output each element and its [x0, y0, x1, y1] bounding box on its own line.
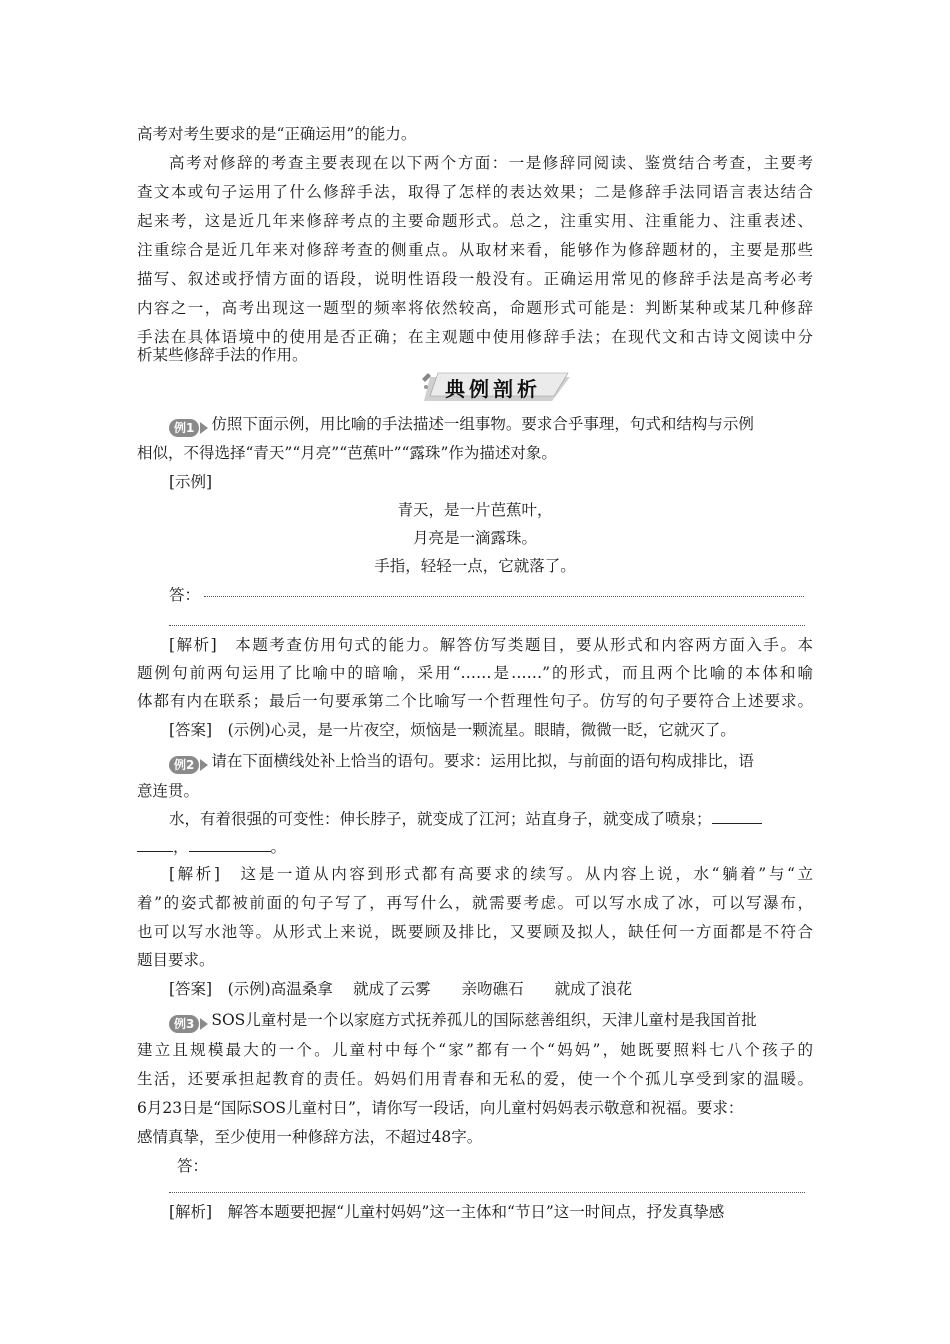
intro-line: 查文本或句子运用了什么修辞手法，取得了怎样的表达效果；二是修辞手法同语言表达结合: [137, 183, 813, 201]
intro-line: 高考对修辞的考查主要表现在以下两个方面：一是修辞同阅读、鉴赏结合考查，主要考: [169, 154, 813, 172]
ex1-question-line: 相似，不得选择“青天”“月亮”“芭蕉叶”“露珠”作为描述对象。: [137, 444, 557, 462]
ex2-question-line: 例2 请在下面横线处补上恰当的语句。要求：运用比拟，与前面的语句构成排比，语: [169, 751, 754, 775]
ex3-question-line: 生活，还要承担起教育的责任。妈妈们用青春和无私的爱，使一个个孤儿享受到家的温暖。: [137, 1070, 813, 1088]
ex2-analysis-line: [解析] 这是一道从内容到形式都有高要求的续写。从内容上说，水“躺着”与“立: [169, 865, 813, 883]
intro-line: 描写、叙述或抒情方面的语段，说明性语段一般没有。正确运用常见的修辞手法是高考必考: [137, 270, 813, 288]
ex3-analysis-line: [解析] 解答本题要把握“儿童村妈妈”这一主体和“节日”这一时间点，抒发真挚感: [169, 1203, 725, 1221]
poem-line: 青天，是一片芭蕉叶，: [397, 501, 553, 519]
answer-line[interactable]: [169, 1192, 805, 1193]
example-badge: 例1: [169, 418, 208, 438]
intro-line: 高考对考生要求的是“正确运用”的能力。: [137, 125, 417, 143]
ex2-blank-line: ， 。: [137, 837, 286, 857]
intro-line: 注重综合是近几年来对修辞考查的侧重点。从取材来看，能够作为修辞题材的，主要是那些: [137, 241, 813, 259]
poem-line: 月亮是一滴露珠。: [412, 529, 537, 547]
ex2-question-line: 意连贯。: [137, 782, 200, 800]
ex3-question-line: 例3 SOS儿童村是一个以家庭方式抚养孤儿的国际慈善组织，天津儿童村是我国首批: [169, 1010, 757, 1034]
ex1-answer-label: 答：: [169, 586, 201, 604]
fill-blank[interactable]: [137, 837, 173, 852]
intro-line: 内容之一，高考出现这一题型的频率将依然较高，命题形式可能是：判断某种或某几种修辞: [137, 299, 813, 317]
ex3-question-line: 建立且规模最大的一个。儿童村中每个“家”都有一个“妈妈”，她既要照料七八个孩子的: [137, 1041, 813, 1059]
fill-blank[interactable]: [712, 809, 762, 824]
ex3-question-line: 感情真挚，至少使用一种修辞方法，不超过48字。: [137, 1128, 483, 1146]
fill-blank[interactable]: [189, 837, 271, 852]
intro-line: 析某些修辞手法的作用。: [137, 346, 308, 364]
example-badge: 例3: [169, 1014, 208, 1034]
ex1-analysis-line: 题例句前两句运用了比喻中的暗喻，采用“……是……”的形式，而且两个比喻的本体和喻: [137, 664, 813, 682]
answer-line[interactable]: [204, 596, 804, 597]
ex1-question-line: 例1 仿照下面示例，用比喻的手法描述一组事物。要求合乎事理，句式和结构与示例: [169, 414, 754, 438]
ex2-question-line: 水，有着很强的可变性：伸长脖子，就变成了江河；站直身子，就变成了喷泉；: [169, 809, 762, 829]
ex2-analysis-line: 题目要求。: [137, 951, 215, 969]
answer-line[interactable]: [169, 625, 805, 626]
ex1-analysis-line: [解析] 本题考查仿用句式的能力。解答仿写类题目，要从形式和内容两方面入手。本: [169, 636, 813, 654]
ex2-answer: [答案] (示例)高温桑拿 就成了云雾 亲吻礁石 就成了浪花: [169, 980, 633, 998]
ex1-example-label: [示例]: [169, 473, 213, 491]
ex1-analysis-line: 体都有内在联系；最后一句要承第二个比喻写一个哲理性句子。仿写的句子要符合上述要求。: [137, 692, 813, 710]
ex1-answer: [答案] (示例)心灵，是一片夜空，烦恼是一颗流星。眼睛，微微一眨，它就灭了。: [169, 721, 736, 739]
example-badge: 例2: [169, 755, 208, 775]
ex3-answer-label: 答：: [177, 1157, 209, 1175]
poem-line: 手指，轻轻一点，它就落了。: [374, 557, 576, 575]
ex3-question-line: 6月23日是“国际SOS儿童村日”，请你写一段话，向儿童村妈妈表示敬意和祝福。要求：: [137, 1099, 744, 1117]
section-title: 典例剖析: [445, 377, 541, 401]
intro-line: 起来考，这是近几年来修辞考点的主要命题形式。总之，注重实用、注重能力、注重表述、: [137, 212, 813, 230]
intro-line: 手法在具体语境中的使用是否正确；在主观题中使用修辞手法；在现代文和古诗文阅读中分: [137, 328, 813, 346]
ex2-analysis-line: 着”的姿式都被前面的句子写了，再写什么，就需要考虑。可以写水成了冰，可以写瀑布，: [137, 894, 813, 912]
ex2-analysis-line: 也可以写水池等。从形式上来说，既要顾及排比，又要顾及拟人，缺任何一方面都是不符合: [137, 923, 813, 941]
